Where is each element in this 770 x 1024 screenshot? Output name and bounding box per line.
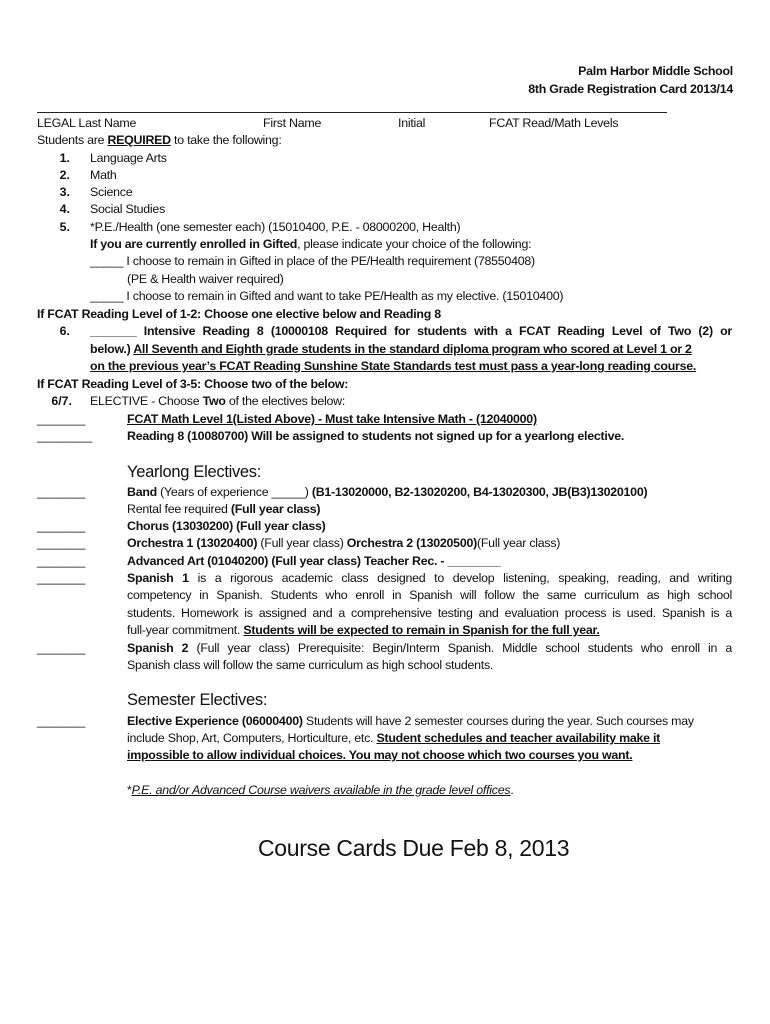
reading-8-note: Reading 8 (10080700) Will be assigned to students not signed up for a yearlong elective. xyxy=(127,429,625,443)
elective-experience-line3: impossible to allow individual choices. You may not choose which two courses you want. xyxy=(127,748,633,762)
item-number: 4. xyxy=(59,202,70,216)
advanced-art-line: Advanced Art (01040200) (Full year class) Teacher Rec. - ________ xyxy=(127,554,501,568)
spanish1-line4: full-year commitment. Students will be expected to remain in Spanish for the full year. xyxy=(127,623,600,637)
fcat-math-blank[interactable]: _______ xyxy=(37,412,86,426)
card-title: 8th Grade Registration Card 2013/14 xyxy=(528,82,733,96)
band-line: Band (Years of experience _____) (B1-13020000, B2-13020200, B4-13020300, JB(B3)13020100) xyxy=(127,485,648,499)
item-number: 3. xyxy=(59,185,70,199)
chorus-blank[interactable]: _______ xyxy=(37,519,86,533)
band-fee-line: Rental fee required (Full year class) xyxy=(127,502,321,516)
gifted-question: If you are currently enrolled in Gifted, please indicate your choice of the following: xyxy=(90,237,532,251)
gifted-option-remain[interactable]: _____ I choose to remain in Gifted in place of the PE/Health requirement (78550408) xyxy=(90,254,535,268)
spanish2-line2: Spanish class will follow the same curriculum as high school students. xyxy=(127,658,494,672)
spanish1-blank[interactable]: _______ xyxy=(37,571,86,585)
elective-experience-line1: Elective Experience (06000400) Students will have 2 semester courses during the year. Such courses may xyxy=(127,714,694,728)
required-social-studies: Social Studies xyxy=(90,202,166,216)
fcat-3-5-heading: If FCAT Reading Level of 3-5: Choose two of the below: xyxy=(37,377,349,391)
orchestra-blank[interactable]: _______ xyxy=(37,536,86,550)
required-language-arts: Language Arts xyxy=(90,151,167,165)
band-blank[interactable]: _______ xyxy=(37,485,86,499)
last-name-label: LEGAL Last Name xyxy=(37,116,137,130)
fcat-1-2-heading: If FCAT Reading Level of 1-2: Choose one elective below and Reading 8 xyxy=(37,307,441,321)
course-cards-due: Course Cards Due Feb 8, 2013 xyxy=(258,835,570,861)
reading8-blank[interactable]: ________ xyxy=(37,429,93,443)
spanish1-line3: students. Homework is assigned and a comprehensive testing and evaluation process is used. Spanish is a xyxy=(127,606,732,620)
spanish2-line1: Spanish 2 (Full year class) Prerequisite: Begin/Interm Spanish. Middle school students who enroll in a xyxy=(127,641,733,655)
spanish1-line1: Spanish 1 is a rigorous academic class designed to develop listening, speaking, reading, and writing xyxy=(127,571,732,585)
name-entry-line[interactable] xyxy=(37,112,667,113)
chorus-line: Chorus (13030200) (Full year class) xyxy=(127,519,326,533)
spanish2-blank[interactable]: _______ xyxy=(37,641,86,655)
required-science: Science xyxy=(90,185,133,199)
item-number: 1. xyxy=(59,151,70,165)
fcat-levels-label: FCAT Read/Math Levels xyxy=(489,116,619,130)
semester-electives-title: Semester Electives: xyxy=(127,691,268,709)
orchestra-line: Orchestra 1 (13020400) (Full year class) Orchestra 2 (13020500)(Full year class) xyxy=(127,536,561,550)
elective-experience-line2: include Shop, Art, Computers, Horticulture, etc. Student schedules and teacher availability make it xyxy=(127,731,661,745)
gifted-option-elective[interactable]: _____ I choose to remain in Gifted and want to take PE/Health as my elective. (15010400) xyxy=(90,289,564,303)
yearlong-electives-title: Yearlong Electives: xyxy=(127,463,262,481)
reading-requirement-line3: on the previous year’s FCAT Reading Sunshine State Standards test must pass a year-long reading course. xyxy=(90,359,697,373)
reading-requirement-line2: below.) All Seventh and Eighth grade students in the standard diploma program who scored at Level 1 or 2 xyxy=(90,342,692,356)
initial-label: Initial xyxy=(398,116,426,130)
first-name-label: First Name xyxy=(263,116,322,130)
item-number: 6/7. xyxy=(51,394,72,408)
required-math: Math xyxy=(90,168,117,182)
school-name: Palm Harbor Middle School xyxy=(578,64,733,78)
required-pe-health: *P.E./Health (one semester each) (15010400, P.E. - 08000200, Health) xyxy=(90,220,461,234)
item-number: 2. xyxy=(59,168,70,182)
elective-experience-blank[interactable]: _______ xyxy=(37,714,86,728)
gifted-waiver-note: (PE & Health waiver required) xyxy=(127,272,284,286)
elective-choose-two: ELECTIVE - Choose Two of the electives below: xyxy=(90,394,346,408)
art-blank[interactable]: _______ xyxy=(37,554,86,568)
waiver-note: *P.E. and/or Advanced Course waivers available in the grade level offices. xyxy=(127,783,514,797)
required-intro: Students are REQUIRED to take the following: xyxy=(37,133,282,147)
fcat-math-level1: FCAT Math Level 1(Listed Above) - Must take Intensive Math - (12040000) xyxy=(127,412,537,426)
item-number: 5. xyxy=(59,220,70,234)
item-number: 6. xyxy=(59,324,70,338)
intensive-reading-line[interactable]: _______ Intensive Reading 8 (10000108 Required for students with a FCAT Reading Level of Two (2) or xyxy=(90,324,732,338)
spanish1-line2: competency in Spanish. Students who enroll in Spanish will follow the same curriculum as high school xyxy=(127,588,732,602)
